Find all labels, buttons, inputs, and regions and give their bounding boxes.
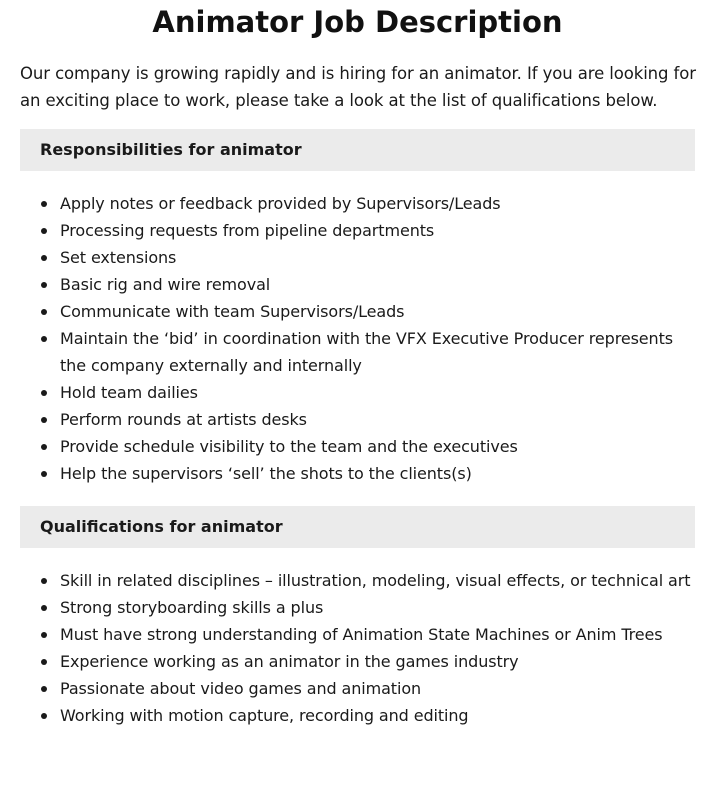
responsibilities-list [40,190,700,487]
list-item [40,298,700,325]
bullet-icon [41,282,47,288]
list-item [40,675,700,702]
list-item [40,244,700,271]
intro-paragraph: Our company is growing rapidly and is hiring for an animator. If you are looking for an exciting place to work, please take a look at the list of qualifications below. [20,64,696,110]
list-item [40,702,700,729]
bullet-icon [41,309,47,315]
list-item [40,379,700,406]
bullet-icon [41,390,47,396]
qualifications-heading: Qualifications for animator [20,506,695,548]
list-item-text: Basic rig and wire removal [60,275,271,294]
bullet-icon [41,228,47,234]
bullet-icon [41,686,47,692]
list-item-text: Help the supervisors ‘sell’ the shots to the clients(s) [60,464,472,483]
list-item-text: Apply notes or feedback provided by Supervisors/Leads [60,194,501,213]
list-item [40,406,700,433]
list-item [40,648,700,675]
bullet-icon [41,255,47,261]
bullet-icon [41,444,47,450]
list-item-text: Must have strong understanding of Animation State Machines or Anim Trees [60,625,663,644]
bullet-icon [41,336,47,342]
bullet-icon [41,471,47,477]
bullet-icon [41,201,47,207]
list-item-text: Communicate with team Supervisors/Leads [60,302,405,321]
list-item [40,594,700,621]
qualifications-list [40,567,700,729]
bullet-icon [41,659,47,665]
list-item-text: Strong storyboarding skills a plus [60,598,324,617]
bullet-icon [41,632,47,638]
list-item-text: Passionate about video games and animation [60,679,422,698]
list-item-text: Hold team dailies [60,383,198,402]
list-item-text: Provide schedule visibility to the team and the executives [60,437,518,456]
list-item [40,460,700,487]
page-title: Animator Job Description [152,5,563,39]
list-item [40,271,700,298]
responsibilities-heading: Responsibilities for animator [20,129,695,171]
list-item [40,567,700,594]
list-item [40,217,700,244]
list-item [40,621,700,648]
bullet-icon [41,713,47,719]
bullet-icon [41,578,47,584]
list-item [40,190,700,217]
list-item-text: Set extensions [60,248,177,267]
list-item [40,433,700,460]
list-item-text: Processing requests from pipeline departments [60,221,435,240]
list-item-text: Maintain the ‘bid’ in coordination with the VFX Executive Producer represents the company externally and internally [60,329,673,375]
list-item-text: Perform rounds at artists desks [60,410,307,429]
list-item [40,325,700,379]
bullet-icon [41,605,47,611]
bullet-icon [41,417,47,423]
list-item-text: Skill in related disciplines – illustration, modeling, visual effects, or technical art [60,571,691,590]
list-item-text: Working with motion capture, recording and editing [60,706,469,725]
list-item-text: Experience working as an animator in the games industry [60,652,519,671]
